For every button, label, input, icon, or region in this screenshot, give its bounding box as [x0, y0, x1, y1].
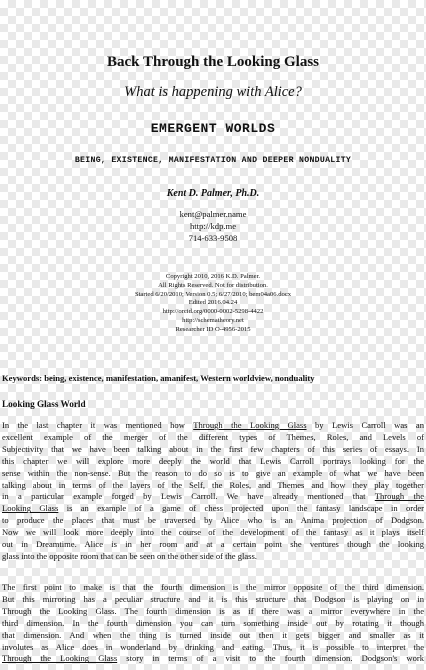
body-paragraph-2: [2, 582, 424, 665]
paragraph-line: in a particular example forged by Lewis Carroll. We have already mentioned that Through the: [2, 491, 424, 502]
paragraph-line: glass into the opposite room that can be seen on the other side of the glass.: [2, 550, 257, 561]
book-title-link: Through the Looking Glass: [2, 653, 118, 664]
paragraph-line: this chapter we will explore more deeply the world that Lewis Carroll portrays looking for the: [2, 455, 424, 466]
author-website: http://kdp.me: [189, 221, 237, 232]
book-title-link: Looking Glass: [2, 503, 59, 514]
paragraph-line: Looking Glass is an example of a game of chess projected upon the fantasy landscape in order: [2, 503, 424, 514]
edited-line: Edited 2016.04.24: [188, 299, 238, 307]
author-name: Kent D. Palmer, Ph.D.: [166, 188, 260, 199]
paragraph-line: But this mirroring has a peculiar structure and it is this structure that Dodgson is playing on in: [2, 593, 424, 604]
book-title-link: Through the: [374, 491, 424, 502]
paragraph-line: excellent example of the merger of the different types of Themes, Roles, and Levels of: [2, 431, 424, 442]
paragraph-line: to produce the places that must be traversed by Alice who is an Anima projection of Dodgson.: [2, 515, 424, 526]
copyright-line: Copyright 2010, 2016 K.D. Palmer.: [165, 273, 261, 280]
document-title: Back Through the Looking Glass: [106, 54, 319, 70]
paragraph-line: Now we will look more deeply into the course of the development of the fantasy as it plays itself: [2, 527, 424, 538]
paragraph-line: The first point to make is that the fourth dimension is the mirror opposite of the third dimension.: [2, 582, 424, 592]
paragraph-line: Through the Looking Glass. The fourth dimension is as if there was a mirror everywhere in the: [2, 605, 424, 616]
paragraph-line: out in Dreamtime. Alice is in her room and at a certain point she ventures though the looking: [2, 539, 424, 550]
keywords-line: Keywords: being, existence, manifestation, amanifest, Western worldview, nonduality: [2, 373, 315, 383]
author-email: kent@palmer.name: [179, 209, 247, 219]
paragraph-line: that dimension. And when the thing is turned inside out then it gets bigger and smaller as it: [2, 629, 424, 640]
paragraph-line: involutes as Alice does in wonderland by drinking and eating. Thus, it is possible to interpret the: [2, 641, 424, 652]
series-subheading: BEING, EXISTENCE, MANIFESTATION AND DEEPER NONDUALITY: [74, 156, 352, 165]
author-phone: 714-633-9508: [188, 233, 238, 244]
document-subtitle: What is happening with Alice?: [124, 84, 302, 100]
copyright-block: [0, 273, 426, 335]
series-heading: EMERGENT WORLDS: [150, 121, 276, 136]
book-title-link: Through the Looking Glass: [193, 420, 307, 430]
orcid-line: http://orcid.org/0000-0002-5298-4422: [162, 308, 264, 316]
paragraph-line: sense within the non-sense. But the reason to do so is to give an example of what we have been: [2, 467, 424, 478]
paragraph-line: talking about in terms of the layers of the Self, the Roles, and Themes and how they play together: [2, 479, 424, 490]
paragraph-line: Subjectivity that we have been talking about in the first few chapters of this series of essays. In: [2, 443, 424, 454]
schematheory-line: http://schematheory.net: [182, 316, 244, 324]
version-line: Started 6/20/2010; Version 0.5; 6/27/2010; bem04a06.docx: [134, 290, 292, 298]
body-paragraph-1: [2, 420, 424, 563]
rights-line: All Rights Reserved. Not for distribution.: [158, 281, 268, 289]
paragraph-line: In the last chapter it was mentioned how Through the Looking Glass by Lewis Carroll was an: [2, 420, 424, 430]
paragraph-line: third dimension. In the fourth dimension you can turn something inside out by rotating it though: [2, 617, 424, 628]
paragraph-line: Through the Looking Glass story in terms of a visit to the fourth dimension. Dodgson's work: [2, 653, 424, 664]
researcher-id-line: Researcher ID O-4956-2015: [175, 325, 251, 333]
section-heading: Looking Glass World: [2, 399, 86, 409]
author-contact: [0, 208, 426, 245]
